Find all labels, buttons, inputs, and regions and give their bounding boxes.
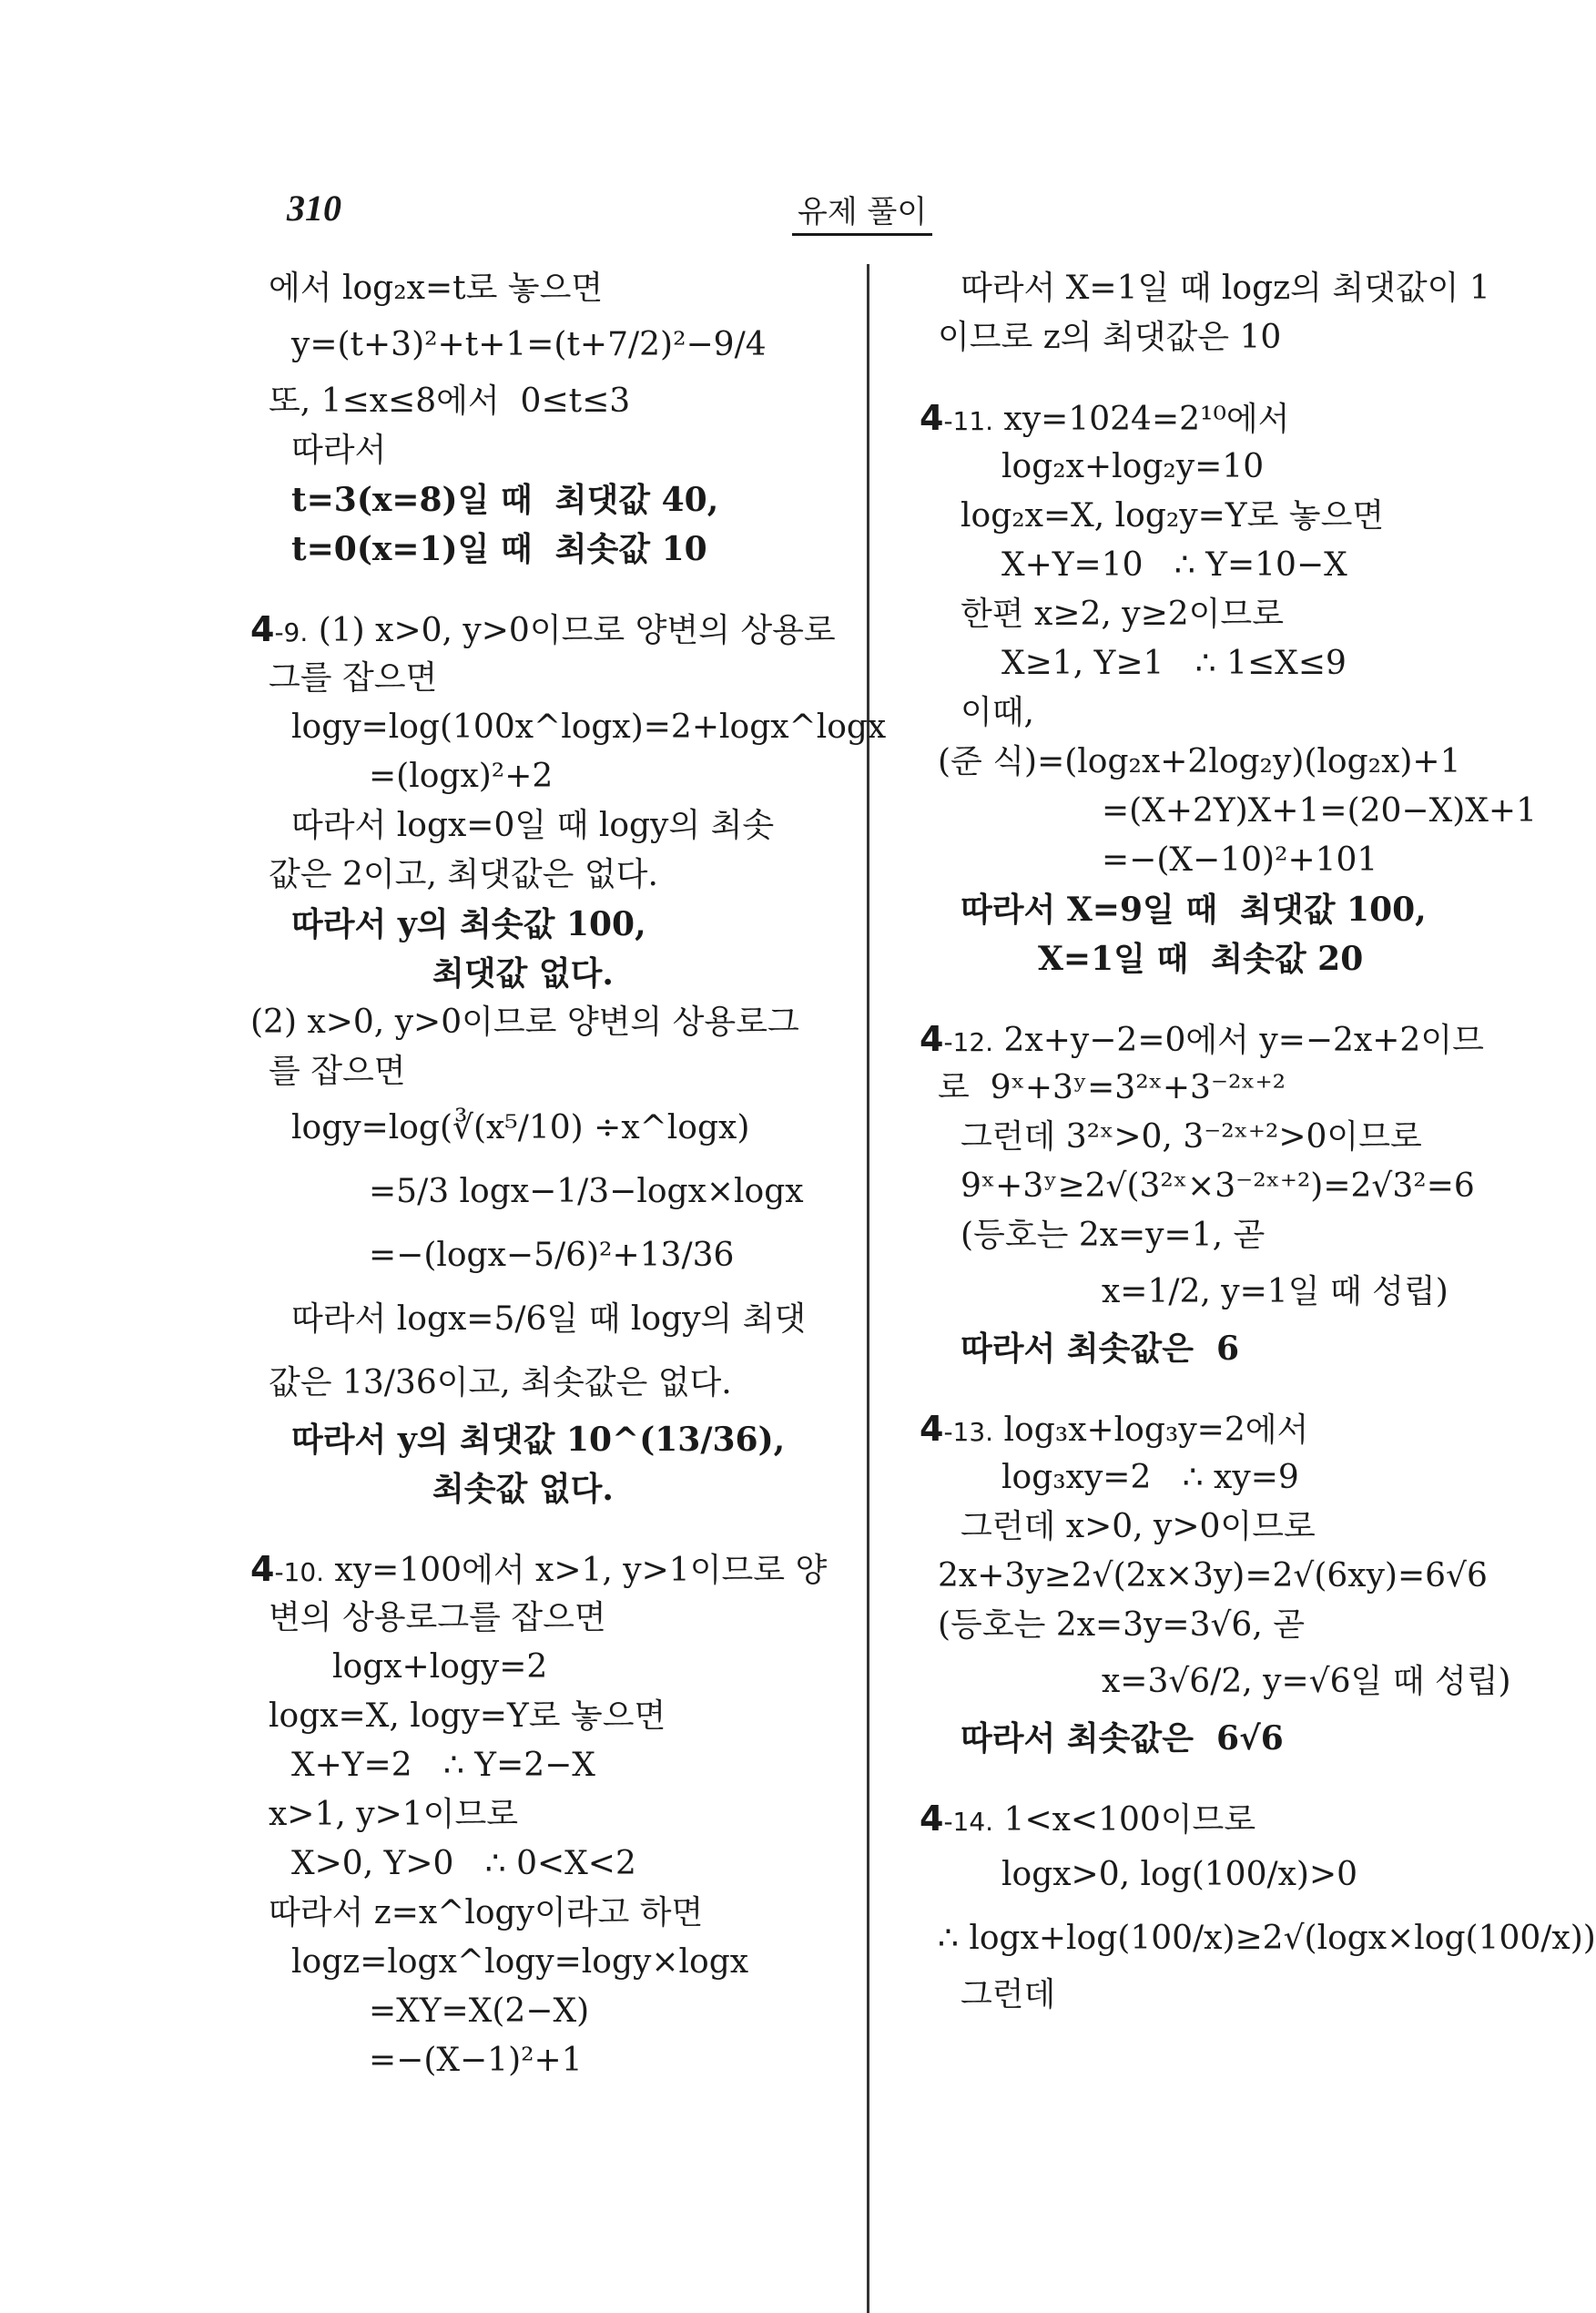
problem-number-suffix: -14. — [943, 1807, 994, 1837]
solution-line — [250, 654, 851, 703]
solution-line — [250, 264, 851, 313]
line-text: 로 9ˣ+3ʸ=3²ˣ+3⁻²ˣ⁺² — [938, 1069, 1286, 1106]
line-text: 그런데 x>0, y>0이므로 — [961, 1508, 1316, 1545]
solution-line — [250, 605, 851, 654]
solution-line — [250, 949, 851, 998]
line-text: =−(X−1)²+1 — [369, 2042, 583, 2079]
solution-line — [250, 1544, 851, 1594]
solution-line — [250, 1415, 851, 1464]
line-text: 값은 13/36이고, 최솟값은 없다. — [269, 1364, 732, 1401]
solution-line — [920, 885, 1520, 934]
solution-line — [920, 541, 1520, 590]
line-text: logx+logy=2 — [332, 1648, 548, 1686]
solution-line — [250, 1987, 851, 2036]
solution-line — [920, 393, 1520, 443]
solution-line — [250, 752, 851, 801]
solution-line — [250, 1692, 851, 1741]
solution-line — [920, 1014, 1520, 1064]
column-divider — [867, 264, 869, 2313]
left-column — [250, 264, 887, 2085]
solution-line — [250, 426, 851, 475]
solution-line — [920, 1064, 1520, 1113]
solution-line — [250, 900, 851, 949]
problem-number-suffix: -10. — [274, 1557, 325, 1587]
problem-number: 4 — [920, 398, 944, 438]
solution-line — [250, 1047, 851, 1096]
line-text: x=3√6/2, y=√6일 때 성립) — [1102, 1663, 1511, 1700]
line-text: =−(X−10)²+101 — [1102, 841, 1378, 879]
line-text: X≥1, Y≥1 ∴ 1≤X≤9 — [1001, 645, 1347, 682]
line-text: =5/3 logx−1/3−logx×logx — [369, 1173, 804, 1210]
line-text: 따라서 y의 최솟값 100, — [291, 905, 646, 943]
solution-line — [250, 1741, 851, 1790]
solution-line — [920, 1907, 1596, 1971]
solution-line — [250, 1594, 851, 1643]
solution-line — [250, 1160, 851, 1224]
line-text: X=1일 때 최솟값 20 — [1038, 940, 1364, 978]
solution-line — [920, 1650, 1520, 1714]
problem-number: 4 — [920, 1798, 944, 1839]
line-text: X+Y=10 ∴ Y=10−X — [1001, 546, 1347, 584]
line-text: X+Y=2 ∴ Y=2−X — [291, 1747, 595, 1784]
solution-line — [920, 1552, 1520, 1601]
solution-line — [250, 1464, 851, 1513]
line-text: 따라서 최솟값은 6 — [961, 1330, 1240, 1368]
line-text: 이므로 z의 최댓값은 10 — [938, 319, 1282, 356]
line-text: xy=1024=2¹⁰에서 — [993, 401, 1290, 438]
line-text: 따라서 — [291, 432, 387, 469]
solution-line — [920, 1162, 1520, 1211]
solution-line — [250, 525, 851, 574]
line-text: ∴ logx+log(100/x)≥2√(logx×log(100/x)) — [938, 1920, 1596, 1957]
solution-line — [920, 590, 1520, 639]
line-text: log₃xy=2 ∴ xy=9 — [1001, 1459, 1299, 1496]
line-text: logy=log(100x^logx)=2+logx^logx — [291, 708, 887, 746]
solution-line — [920, 1211, 1520, 1260]
solution-line — [920, 264, 1520, 313]
problem-number-suffix: -9. — [274, 617, 309, 647]
line-text: (등호는 2x=y=1, 곧 — [961, 1217, 1266, 1254]
line-text: 또, 1≤x≤8에서 0≤t≤3 — [269, 382, 631, 420]
solution-line — [920, 1794, 1520, 1843]
line-text: 를 잡으면 — [269, 1053, 406, 1090]
block-gap — [250, 574, 851, 605]
line-text: =−(logx−5/6)²+13/36 — [369, 1237, 735, 1274]
line-text: 2x+y−2=0에서 y=−2x+2이므 — [993, 1022, 1484, 1059]
solution-line — [920, 1113, 1520, 1162]
solution-line — [920, 1404, 1520, 1453]
solution-line — [250, 1790, 851, 1839]
problem-number-suffix: -11. — [943, 406, 994, 436]
solution-line — [250, 1643, 851, 1692]
solution-line — [250, 475, 851, 525]
solution-line — [920, 492, 1520, 541]
line-text: x=1/2, y=1일 때 성립) — [1102, 1273, 1449, 1310]
line-text: 그런데 — [961, 1976, 1056, 2013]
line-text: 변의 상용로그를 잡으면 — [269, 1599, 606, 1636]
solution-line — [920, 1843, 1520, 1907]
solution-line — [920, 738, 1520, 787]
line-text: 최솟값 없다. — [432, 1470, 614, 1508]
line-text: log₂x=X, log₂y=Y로 놓으면 — [961, 497, 1385, 535]
line-text: X>0, Y>0 ∴ 0<X<2 — [291, 1845, 636, 1882]
line-text: xy=100에서 x>1, y>1이므로 양 — [324, 1552, 828, 1589]
line-text: logx>0, log(100/x)>0 — [1001, 1856, 1358, 1893]
problem-number-suffix: -12. — [943, 1027, 994, 1057]
problem-number-suffix: -13. — [943, 1417, 994, 1447]
solution-line — [920, 1601, 1520, 1650]
solution-line — [920, 1714, 1520, 1763]
line-text: 2x+3y≥2√(2x×3y)=2√(6xy)=6√6 — [938, 1557, 1488, 1595]
problem-number: 4 — [250, 1549, 275, 1589]
solution-line — [920, 639, 1520, 688]
solution-line — [250, 313, 851, 377]
line-text: logy=log(∛(x⁵/10) ÷x^logx) — [291, 1109, 750, 1146]
line-text: 최댓값 없다. — [432, 954, 614, 993]
solution-line — [250, 1096, 851, 1160]
line-text: (등호는 2x=3y=3√6, 곧 — [938, 1606, 1306, 1644]
block-gap — [920, 1373, 1520, 1404]
line-text: 따라서 X=1일 때 logz의 최댓값이 1 — [961, 270, 1490, 307]
solution-line — [920, 1260, 1520, 1324]
block-gap — [920, 362, 1520, 393]
line-text: 9ˣ+3ʸ≥2√(3²ˣ×3⁻²ˣ⁺²)=2√3²=6 — [961, 1167, 1475, 1205]
line-text: 따라서 X=9일 때 최댓값 100, — [961, 891, 1427, 929]
line-text: 따라서 y의 최댓값 10^(13/36), — [291, 1421, 786, 1459]
page-number: 310 — [287, 188, 341, 229]
solution-line — [250, 1839, 851, 1889]
problem-number: 4 — [250, 609, 275, 649]
solution-line — [920, 313, 1520, 362]
line-text: 값은 2이고, 최댓값은 없다. — [269, 856, 658, 893]
line-text: 그런데 3²ˣ>0, 3⁻²ˣ⁺²>0이므로 — [961, 1118, 1422, 1156]
solution-line — [250, 1224, 851, 1288]
solution-line — [920, 1324, 1520, 1373]
problem-number: 4 — [920, 1019, 944, 1059]
solution-line — [250, 1938, 851, 1987]
solution-line — [250, 998, 851, 1047]
line-text: 에서 log₂x=t로 놓으면 — [269, 270, 604, 307]
solution-line — [250, 377, 851, 426]
line-text: logx=X, logy=Y로 놓으면 — [269, 1697, 666, 1735]
line-text: t=0(x=1)일 때 최솟값 10 — [291, 530, 707, 568]
line-text: 1<x<100이므로 — [993, 1801, 1256, 1839]
line-text: 이때, — [961, 694, 1034, 731]
line-text: logz=logx^logy=logy×logx — [291, 1943, 749, 1981]
right-column — [920, 264, 1596, 2020]
solution-line — [920, 688, 1520, 738]
line-text: 따라서 최솟값은 6√6 — [961, 1719, 1284, 1758]
block-gap — [920, 1763, 1520, 1794]
solution-line — [920, 1971, 1520, 2020]
solution-line — [250, 1889, 851, 1938]
solution-line — [250, 851, 851, 900]
line-text: y=(t+3)²+t+1=(t+7/2)²−9/4 — [291, 326, 767, 363]
line-text: (준 식)=(log₂x+2log₂y)(log₂x)+1 — [938, 743, 1461, 780]
line-text: (2) x>0, y>0이므로 양변의 상용로그 — [250, 1004, 799, 1041]
line-text: t=3(x=8)일 때 최댓값 40, — [291, 481, 719, 519]
solution-line — [250, 1351, 851, 1415]
solution-line — [250, 2036, 851, 2085]
block-gap — [250, 1513, 851, 1544]
line-text: log₃x+log₃y=2에서 — [993, 1411, 1309, 1449]
solution-line — [250, 703, 887, 752]
page-header-title: 유제 풀이 — [792, 187, 932, 236]
line-text: 그를 잡으면 — [269, 659, 438, 697]
line-text: x>1, y>1이므로 — [269, 1796, 518, 1833]
line-text: =XY=X(2−X) — [369, 1992, 590, 2030]
line-text: 한편 x≥2, y≥2이므로 — [961, 596, 1284, 633]
solution-line — [920, 934, 1520, 983]
line-text: =(X+2Y)X+1=(20−X)X+1 — [1102, 792, 1537, 830]
solution-line — [920, 836, 1520, 885]
solution-line — [920, 1453, 1520, 1503]
problem-number: 4 — [920, 1409, 944, 1449]
line-text: 따라서 logx=5/6일 때 logy의 최댓 — [291, 1300, 807, 1338]
block-gap — [920, 983, 1520, 1014]
solution-line — [250, 801, 851, 851]
line-text: =(logx)²+2 — [369, 758, 554, 795]
line-text: 따라서 logx=0일 때 logy의 최솟 — [291, 807, 775, 844]
line-text: 따라서 z=x^logy이라고 하면 — [269, 1894, 704, 1931]
solution-line — [920, 443, 1520, 492]
line-text: (1) x>0, y>0이므로 양변의 상용로 — [308, 612, 836, 649]
solution-line — [250, 1288, 851, 1351]
line-text: log₂x+log₂y=10 — [1001, 448, 1265, 485]
solution-line — [920, 1503, 1520, 1552]
solution-line — [920, 787, 1537, 836]
